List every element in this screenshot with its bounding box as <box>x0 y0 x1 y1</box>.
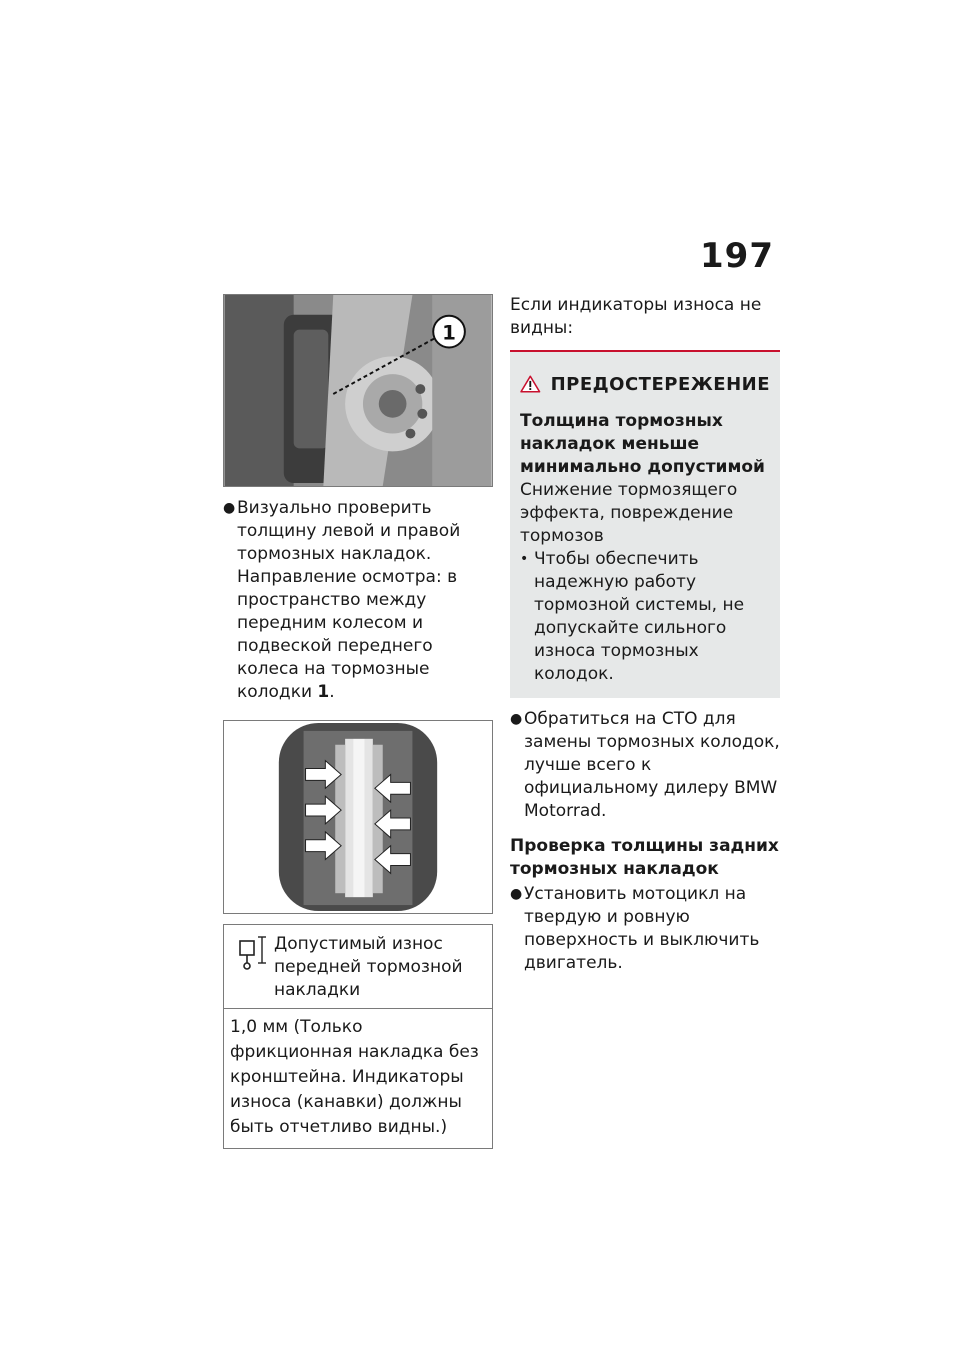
bullet-icon: • <box>520 551 529 567</box>
section-heading: Проверка толщины задних тормозных накладок <box>510 836 779 879</box>
bullet-icon: ● <box>223 500 236 516</box>
warning-text: Снижение тормозящего эффекта, повреждение тормозов <box>520 480 738 546</box>
bullet-text: Визуально проверить толщину левой и правой тормозных накладок. Направление осмотра: в пространство между передним колесом и подвеской переднего колеса на тормозные колодки <box>237 498 461 702</box>
spec-value: 1,0 мм (Только фрикционная накладка без кронштейна. Индикаторы износа (канавки) должны быть отчетливо видны.) <box>230 1017 479 1137</box>
bullet-icon: ● <box>510 711 523 727</box>
warning-heading: Толщина тормозных накладок меньше минимально допустимой <box>520 411 765 477</box>
photo-callout-1: 1 <box>442 321 456 345</box>
warning-title: ПРЕДОСТЕРЕЖЕНИЕ <box>550 373 770 395</box>
warning-list-item <box>520 548 770 686</box>
reference-number: 1 <box>317 682 330 702</box>
list-item: ● Визуально проверить толщину левой и правой тормозных накладок. Направление осмотра: в пространство между передним колесом и подвеской переднего колеса на тормозные колодки 1. <box>223 498 461 702</box>
bullet-text: Установить мотоцикл на твердую и ровную поверхность и выключить двигатель. <box>524 884 760 973</box>
spec-label: Допустимый износ передней тормозной накладки <box>274 934 463 1000</box>
bullet-icon: ● <box>510 886 523 902</box>
wear-gauge-icon <box>230 933 274 973</box>
warning-triangle-icon <box>520 366 541 402</box>
spec-table <box>223 924 493 1149</box>
warning-title-row <box>520 352 770 410</box>
left-column <box>223 294 493 1149</box>
front-brake-caliper-photo <box>223 294 493 487</box>
intro-text: Если индикаторы износа не видны: <box>510 295 762 338</box>
warning-bullet-text: Чтобы обеспечить надежную работу тормозной системы, не допускайте сильного износа тормозных колодок. <box>534 549 745 684</box>
bullet-text: Обратиться на СТО для замены тормозных колодок, лучше всего к официальному дилеру BMW Motorrad. <box>524 709 780 821</box>
page-number: 197 <box>700 236 774 276</box>
warning-box <box>510 350 780 698</box>
brake-pad-wear-diagram <box>223 720 493 914</box>
spec-header <box>224 925 492 1009</box>
list-item <box>510 883 780 975</box>
right-column <box>510 294 780 975</box>
list-item <box>510 708 780 823</box>
